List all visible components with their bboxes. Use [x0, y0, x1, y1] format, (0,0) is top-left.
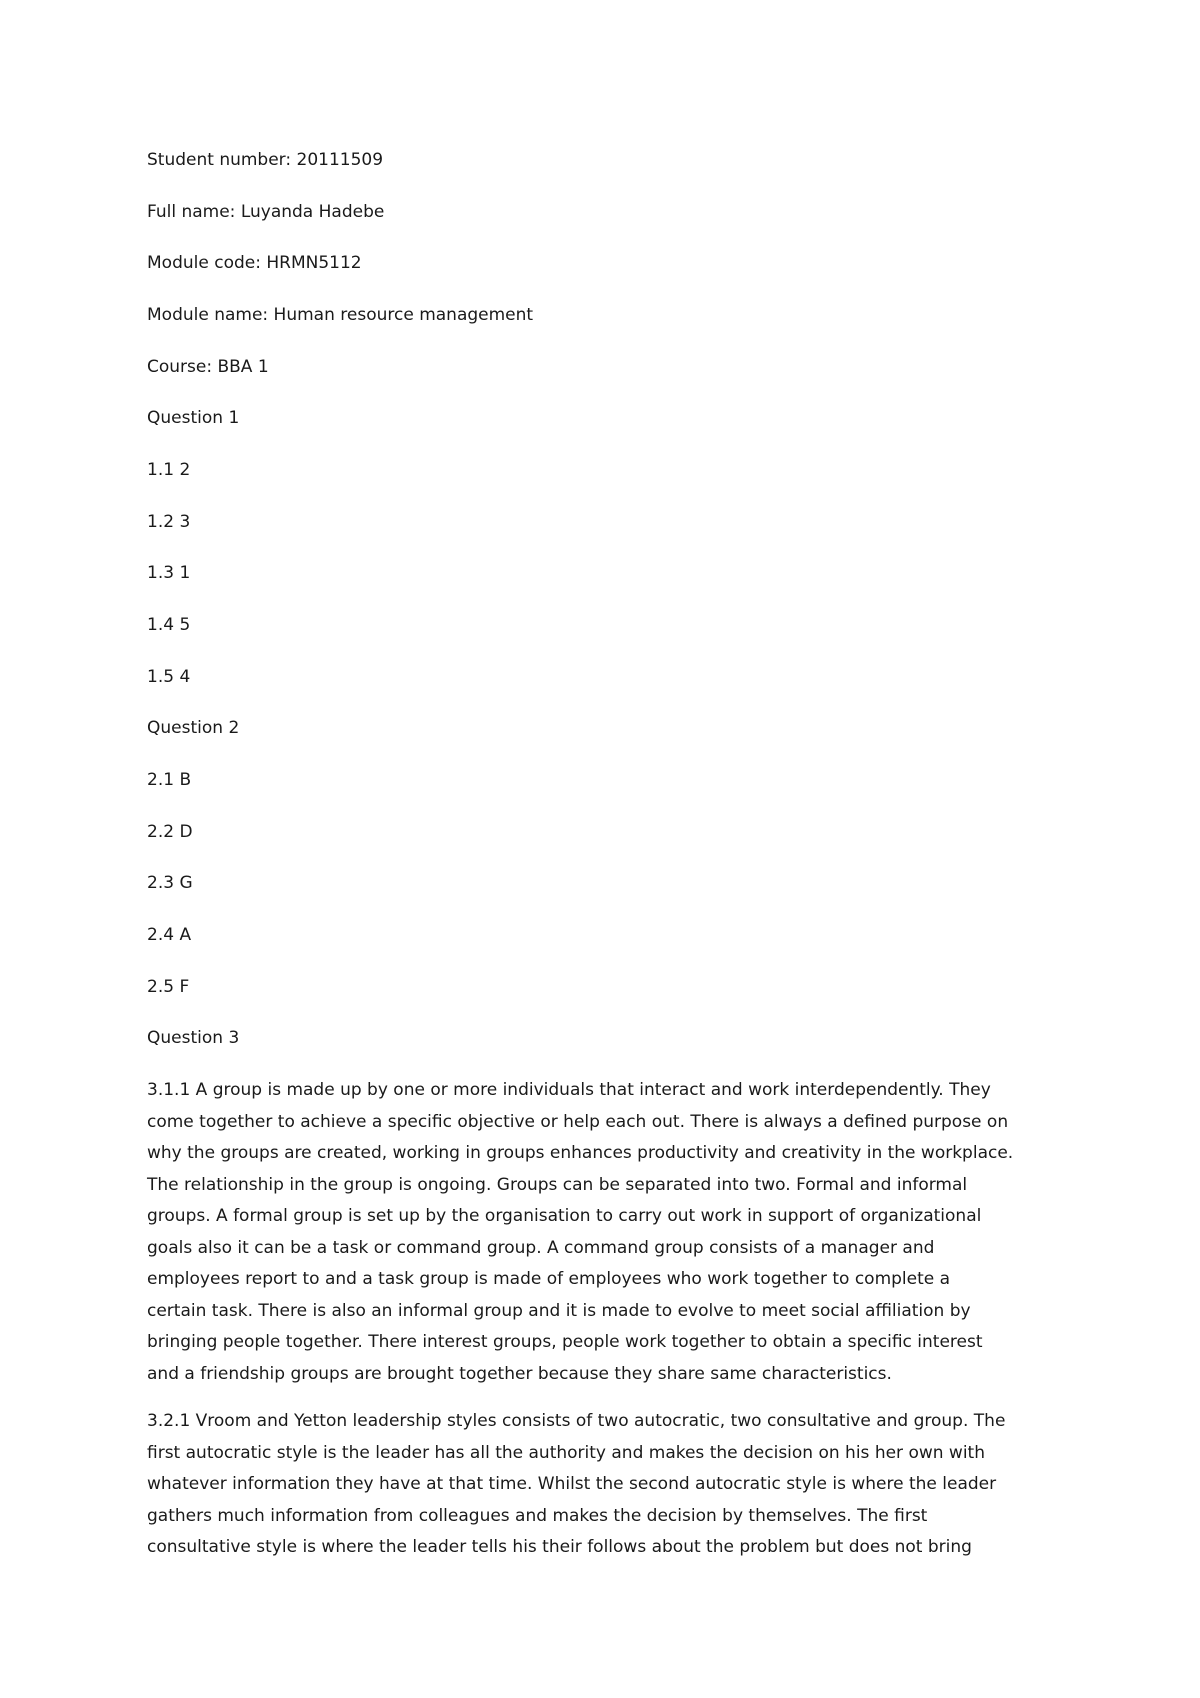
paragraph-line: 3.1.1 A group is made up by one or more individuals that interact and work interdependently. They [147, 1080, 991, 1100]
answer-2-4: 2.4 A [147, 925, 192, 945]
paragraph-line: 3.2.1 Vroom and Yetton leadership styles consists of two autocratic, two consultative and group. The [147, 1411, 1006, 1431]
answer-1-5: 1.5 4 [147, 667, 191, 687]
answer-1-2: 1.2 3 [147, 512, 191, 532]
course: Course: BBA 1 [147, 357, 269, 377]
paragraph-line: why the groups are created, working in groups enhances productivity and creativity in the workplace. [147, 1143, 1014, 1163]
paragraph-line: whatever information they have at that time. Whilst the second autocratic style is where the leader [147, 1474, 997, 1494]
module-name: Module name: Human resource management [147, 305, 534, 325]
paragraph-line: gathers much information from colleagues and makes the decision by themselves. The first [147, 1505, 928, 1526]
paragraph-line: goals also it can be a task or command group. A command group consists of a manager and [147, 1237, 935, 1258]
answer-2-5: 2.5 F [147, 977, 190, 997]
paragraph-line: and a friendship groups are brought together because they share same characteristics. [147, 1363, 892, 1384]
module-code: Module code: HRMN5112 [147, 253, 362, 273]
question-3-heading: Question 3 [147, 1028, 240, 1048]
paragraph-line: employees report to and a task group is made of employees who work together to complete a [147, 1269, 951, 1289]
paragraph-line: first autocratic style is the leader has all the authority and makes the decision on his her own with [147, 1442, 985, 1463]
question-1-heading: Question 1 [147, 408, 240, 428]
paragraph-line: certain task. There is also an informal group and it is made to evolve to meet social affiliation by [147, 1300, 971, 1321]
answer-2-3: 2.3 G [147, 873, 193, 893]
paragraph-line: consultative style is where the leader tells his their follows about the problem but does not bring [147, 1537, 972, 1557]
answer-2-2: 2.2 D [147, 822, 193, 842]
full-name: Full name: Luyanda Hadebe [147, 202, 385, 222]
paragraph-line: The relationship in the group is ongoing. Groups can be separated into two. Formal and informal [147, 1174, 968, 1195]
answer-1-1: 1.1 2 [147, 460, 191, 480]
student-number: Student number: 20111509 [147, 150, 384, 170]
answer-2-1: 2.1 B [147, 770, 192, 790]
answer-1-4: 1.4 5 [147, 615, 191, 635]
answer-3-2-1-paragraph [147, 1406, 1077, 1564]
answer-1-3: 1.3 1 [147, 563, 191, 583]
paragraph-line: groups. A formal group is set up by the organisation to carry out work in support of organizational [147, 1206, 982, 1226]
paragraph-line: come together to achieve a specific objective or help each out. There is always a defined purpose on [147, 1111, 1009, 1132]
question-2-heading: Question 2 [147, 718, 240, 738]
answer-3-1-1-paragraph [147, 1075, 1077, 1390]
paragraph-line: bringing people together. There interest groups, people work together to obtain a specific interest [147, 1332, 983, 1352]
